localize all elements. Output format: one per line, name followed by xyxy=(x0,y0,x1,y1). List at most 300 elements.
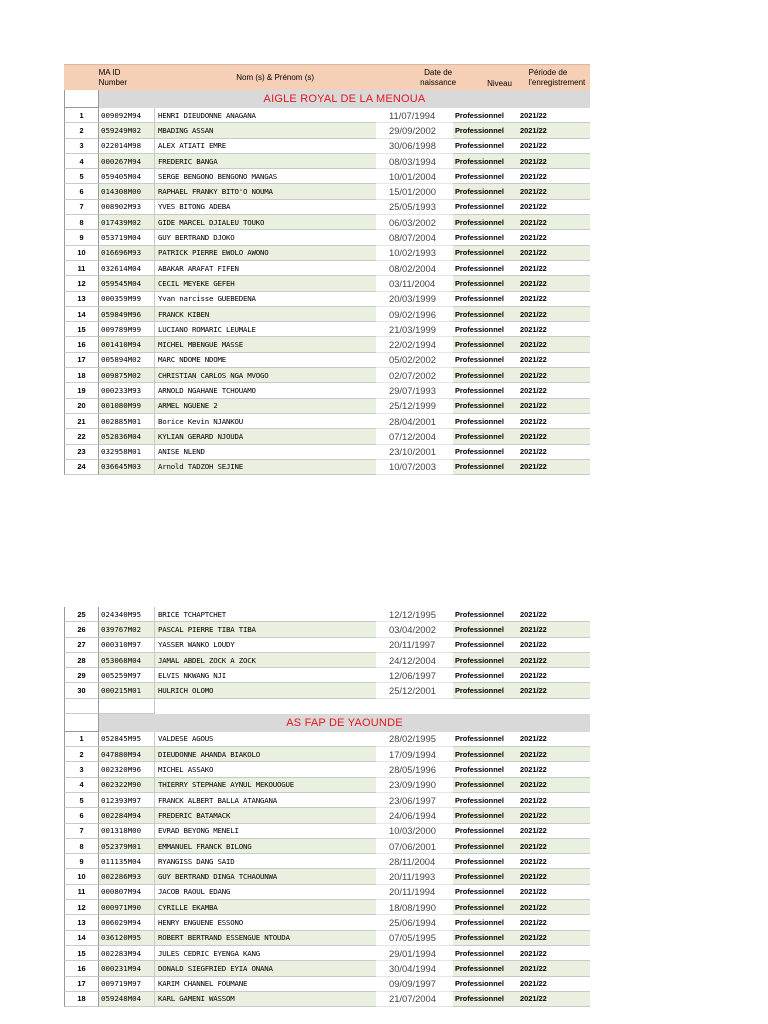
club-title: AS FAP DE YAOUNDE xyxy=(99,714,590,732)
row-number: 11 xyxy=(64,261,99,276)
ma-id-cell: 047880M94 xyxy=(99,747,155,762)
table-row xyxy=(64,429,590,444)
birthdate-cell: 07/12/2004 xyxy=(376,429,453,444)
niveau-cell: Professionnel xyxy=(453,607,517,622)
ma-id-cell: 032614M04 xyxy=(99,261,155,276)
player-name-cell: FREDERIC BANGA xyxy=(155,154,376,169)
header-birthdate: Date de naissance xyxy=(420,68,457,87)
birthdate-cell: 17/09/1994 xyxy=(376,747,453,762)
niveau-cell: Professionnel xyxy=(453,992,517,1007)
periode-cell: 2021/22 xyxy=(517,946,590,961)
row-number: 10 xyxy=(64,246,99,261)
periode-cell: 2021/22 xyxy=(517,322,590,337)
ma-id-cell: 052845M95 xyxy=(99,732,155,747)
row-number: 19 xyxy=(64,383,99,398)
table-row xyxy=(64,322,590,337)
table-row xyxy=(64,869,590,884)
periode-cell: 2021/22 xyxy=(517,215,590,230)
table-row xyxy=(64,622,590,637)
periode-cell: 2021/22 xyxy=(517,778,590,793)
ma-id-cell: 002322M90 xyxy=(99,778,155,793)
niveau-cell: Professionnel xyxy=(453,732,517,747)
periode-cell: 2021/22 xyxy=(517,607,590,622)
table-row xyxy=(64,123,590,138)
player-name-cell: YVES BITONG ADEBA xyxy=(155,200,376,215)
periode-cell: 2021/22 xyxy=(517,246,590,261)
player-name-cell: HENRI DIEUDONNE ANAGANA xyxy=(155,108,376,123)
birthdate-cell: 10/07/2003 xyxy=(376,460,453,475)
player-name-cell: SERGE BENGONO BENGONO MANGAS xyxy=(155,169,376,184)
row-number: 12 xyxy=(64,900,99,915)
row-number: 9 xyxy=(64,230,99,245)
row-number: 25 xyxy=(64,607,99,622)
club-row xyxy=(64,90,590,108)
ma-id-cell: 000807M94 xyxy=(99,885,155,900)
periode-cell: 2021/22 xyxy=(517,169,590,184)
row-number: 18 xyxy=(64,992,99,1007)
niveau-cell: Professionnel xyxy=(453,638,517,653)
table-row xyxy=(64,261,590,276)
niveau-cell: Professionnel xyxy=(453,961,517,976)
row-number: 10 xyxy=(64,869,99,884)
birthdate-cell: 28/11/2004 xyxy=(376,854,453,869)
row-number: 15 xyxy=(64,946,99,961)
player-name-cell: LUCIANO ROMARIC LEUMALE xyxy=(155,322,376,337)
table-row xyxy=(64,885,590,900)
periode-cell: 2021/22 xyxy=(517,762,590,777)
table-row xyxy=(64,607,590,622)
periode-cell: 2021/22 xyxy=(517,653,590,668)
table-row xyxy=(64,184,590,199)
ma-id-cell: 052836M04 xyxy=(99,429,155,444)
niveau-cell: Professionnel xyxy=(453,261,517,276)
periode-cell: 2021/22 xyxy=(517,732,590,747)
ma-id-cell: 006029M94 xyxy=(99,915,155,930)
periode-cell: 2021/22 xyxy=(517,445,590,460)
player-list xyxy=(64,607,590,699)
niveau-cell: Professionnel xyxy=(453,368,517,383)
birthdate-cell: 11/07/1994 xyxy=(376,108,453,123)
row-number: 1 xyxy=(64,732,99,747)
row-number: 26 xyxy=(64,622,99,637)
periode-cell: 2021/22 xyxy=(517,808,590,823)
niveau-cell: Professionnel xyxy=(453,230,517,245)
ma-id-cell: 001080M99 xyxy=(99,399,155,414)
niveau-cell: Professionnel xyxy=(453,429,517,444)
table-row xyxy=(64,230,590,245)
birthdate-cell: 09/09/1997 xyxy=(376,977,453,992)
player-name-cell: PASCAL PIERRE TIBA TIBA xyxy=(155,622,376,637)
player-name-cell: ELVIS NKWANG NJI xyxy=(155,668,376,683)
periode-cell: 2021/22 xyxy=(517,747,590,762)
ma-id-cell: 012393M97 xyxy=(99,793,155,808)
player-name-cell: HENRY ENGUENE ESSONO xyxy=(155,915,376,930)
birthdate-cell: 25/05/1993 xyxy=(376,200,453,215)
periode-cell: 2021/22 xyxy=(517,230,590,245)
table-header xyxy=(64,64,590,90)
periode-cell: 2021/22 xyxy=(517,261,590,276)
ma-id-cell: 002286M93 xyxy=(99,869,155,884)
birthdate-cell: 05/02/2002 xyxy=(376,353,453,368)
niveau-cell: Professionnel xyxy=(453,276,517,291)
table-row xyxy=(64,946,590,961)
row-number: 11 xyxy=(64,885,99,900)
table-row xyxy=(64,762,590,777)
player-name-cell: MBADING ASSAN xyxy=(155,123,376,138)
row-number: 24 xyxy=(64,460,99,475)
birthdate-cell: 20/11/1994 xyxy=(376,885,453,900)
birthdate-cell: 06/03/2002 xyxy=(376,215,453,230)
ma-id-cell: 017439M02 xyxy=(99,215,155,230)
periode-cell: 2021/22 xyxy=(517,123,590,138)
player-name-cell: VALDESE AGOUS xyxy=(155,732,376,747)
table-row xyxy=(64,961,590,976)
row-number: 21 xyxy=(64,414,99,429)
row-number: 13 xyxy=(64,292,99,307)
row-number: 5 xyxy=(64,169,99,184)
niveau-cell: Professionnel xyxy=(453,184,517,199)
periode-cell: 2021/22 xyxy=(517,839,590,854)
row-number: 12 xyxy=(64,276,99,291)
table-row xyxy=(64,854,590,869)
player-name-cell: RYANGISS DANG SAID xyxy=(155,854,376,869)
niveau-cell: Professionnel xyxy=(453,399,517,414)
niveau-cell: Professionnel xyxy=(453,337,517,352)
ma-id-cell: 011135M04 xyxy=(99,854,155,869)
birthdate-cell: 25/12/2001 xyxy=(376,683,453,698)
birthdate-cell: 21/03/1999 xyxy=(376,322,453,337)
birthdate-cell: 21/07/2004 xyxy=(376,992,453,1007)
row-number: 6 xyxy=(64,184,99,199)
birthdate-cell: 28/04/2001 xyxy=(376,414,453,429)
player-name-cell: GUY BERTRAND DINGA TCHAOUNWA xyxy=(155,869,376,884)
periode-cell: 2021/22 xyxy=(517,824,590,839)
niveau-cell: Professionnel xyxy=(453,747,517,762)
header-periode: Période de l'enregistrement xyxy=(528,68,586,87)
periode-cell: 2021/22 xyxy=(517,622,590,637)
niveau-cell: Professionnel xyxy=(453,778,517,793)
birthdate-cell: 23/09/1990 xyxy=(376,778,453,793)
periode-cell: 2021/22 xyxy=(517,869,590,884)
table-row xyxy=(64,992,590,1007)
row-number: 30 xyxy=(64,683,99,698)
birthdate-cell: 08/03/1994 xyxy=(376,154,453,169)
player-name-cell: ROBERT BERTRAND ESSENGUE NTOUDA xyxy=(155,931,376,946)
ma-id-cell: 059849M96 xyxy=(99,307,155,322)
periode-cell: 2021/22 xyxy=(517,460,590,475)
niveau-cell: Professionnel xyxy=(453,793,517,808)
table-row xyxy=(64,353,590,368)
periode-cell: 2021/22 xyxy=(517,108,590,123)
row-number: 5 xyxy=(64,793,99,808)
niveau-cell: Professionnel xyxy=(453,108,517,123)
ma-id-cell: 059405M04 xyxy=(99,169,155,184)
ma-id-cell: 002284M94 xyxy=(99,808,155,823)
row-number: 17 xyxy=(64,353,99,368)
periode-cell: 2021/22 xyxy=(517,992,590,1007)
player-list xyxy=(64,108,590,475)
player-name-cell: ALEX ATIATI EMRE xyxy=(155,139,376,154)
niveau-cell: Professionnel xyxy=(453,839,517,854)
niveau-cell: Professionnel xyxy=(453,200,517,215)
ma-id-cell: 000267M94 xyxy=(99,154,155,169)
periode-cell: 2021/22 xyxy=(517,961,590,976)
birthdate-cell: 29/07/1993 xyxy=(376,383,453,398)
table-row xyxy=(64,793,590,808)
ma-id-cell: 009875M02 xyxy=(99,368,155,383)
birthdate-cell: 30/04/1994 xyxy=(376,961,453,976)
niveau-cell: Professionnel xyxy=(453,668,517,683)
row-number: 2 xyxy=(64,123,99,138)
row-number: 14 xyxy=(64,931,99,946)
periode-cell: 2021/22 xyxy=(517,683,590,698)
periode-cell: 2021/22 xyxy=(517,854,590,869)
periode-cell: 2021/22 xyxy=(517,184,590,199)
table-row xyxy=(64,747,590,762)
row-number: 28 xyxy=(64,653,99,668)
periode-cell: 2021/22 xyxy=(517,154,590,169)
row-number: 3 xyxy=(64,139,99,154)
player-name-cell: KYLIAN GERARD NJOUDA xyxy=(155,429,376,444)
row-number: 2 xyxy=(64,747,99,762)
niveau-cell: Professionnel xyxy=(453,931,517,946)
row-number: 15 xyxy=(64,322,99,337)
birthdate-cell: 23/06/1997 xyxy=(376,793,453,808)
player-name-cell: GUY BERTRAND DJOKO xyxy=(155,230,376,245)
ma-id-cell: 053719M04 xyxy=(99,230,155,245)
player-name-cell: MICHEL MBENGUE MASSE xyxy=(155,337,376,352)
niveau-cell: Professionnel xyxy=(453,154,517,169)
player-name-cell: EVRAD BEYONG MENELI xyxy=(155,824,376,839)
row-number: 18 xyxy=(64,368,99,383)
player-name-cell: KARL GAMENI WASSOM xyxy=(155,992,376,1007)
niveau-cell: Professionnel xyxy=(453,653,517,668)
ma-id-cell: 000359M99 xyxy=(99,292,155,307)
player-name-cell: KARIM CHANNEL FOUMANE xyxy=(155,977,376,992)
table-row xyxy=(64,839,590,854)
table-row xyxy=(64,169,590,184)
birthdate-cell: 25/06/1994 xyxy=(376,915,453,930)
birthdate-cell: 24/06/1994 xyxy=(376,808,453,823)
birthdate-cell: 03/04/2002 xyxy=(376,622,453,637)
niveau-cell: Professionnel xyxy=(453,460,517,475)
table-row xyxy=(64,931,590,946)
row-number: 8 xyxy=(64,215,99,230)
periode-cell: 2021/22 xyxy=(517,307,590,322)
birthdate-cell: 20/03/1999 xyxy=(376,292,453,307)
row-number: 7 xyxy=(64,200,99,215)
club-row xyxy=(64,714,590,732)
niveau-cell: Professionnel xyxy=(453,246,517,261)
birthdate-cell: 02/07/2002 xyxy=(376,368,453,383)
birthdate-cell: 22/02/1994 xyxy=(376,337,453,352)
player-name-cell: MICHEL ASSAKO xyxy=(155,762,376,777)
periode-cell: 2021/22 xyxy=(517,292,590,307)
row-number: 9 xyxy=(64,854,99,869)
ma-id-cell: 000310M97 xyxy=(99,638,155,653)
table-row xyxy=(64,200,590,215)
ma-id-cell: 002885M01 xyxy=(99,414,155,429)
row-number: 17 xyxy=(64,977,99,992)
niveau-cell: Professionnel xyxy=(453,915,517,930)
niveau-cell: Professionnel xyxy=(453,854,517,869)
periode-cell: 2021/22 xyxy=(517,793,590,808)
blank-row xyxy=(64,699,590,714)
ma-id-cell: 052379M01 xyxy=(99,839,155,854)
periode-cell: 2021/22 xyxy=(517,429,590,444)
table-row xyxy=(64,414,590,429)
birthdate-cell: 10/02/1993 xyxy=(376,246,453,261)
birthdate-cell: 29/01/1994 xyxy=(376,946,453,961)
player-name-cell: YASSER WANKO LOUDY xyxy=(155,638,376,653)
table-row xyxy=(64,445,590,460)
birthdate-cell: 12/06/1997 xyxy=(376,668,453,683)
ma-id-cell: 008902M93 xyxy=(99,200,155,215)
niveau-cell: Professionnel xyxy=(453,445,517,460)
row-number: 13 xyxy=(64,915,99,930)
row-number: 16 xyxy=(64,961,99,976)
row-number: 14 xyxy=(64,307,99,322)
ma-id-cell: 059545M04 xyxy=(99,276,155,291)
periode-cell: 2021/22 xyxy=(517,276,590,291)
ma-id-cell: 059249M02 xyxy=(99,123,155,138)
periode-cell: 2021/22 xyxy=(517,638,590,653)
birthdate-cell: 24/12/2004 xyxy=(376,653,453,668)
player-name-cell: FRANCK ALBERT BALLA ATANGANA xyxy=(155,793,376,808)
table-row xyxy=(64,246,590,261)
player-name-cell: ARNOLD NGAHANE TCHOUAMO xyxy=(155,383,376,398)
player-name-cell: CYRILLE EKAMBA xyxy=(155,900,376,915)
niveau-cell: Professionnel xyxy=(453,869,517,884)
niveau-cell: Professionnel xyxy=(453,683,517,698)
ma-id-cell: 005894M02 xyxy=(99,353,155,368)
table-row xyxy=(64,383,590,398)
table-row xyxy=(64,900,590,915)
periode-cell: 2021/22 xyxy=(517,885,590,900)
row-number: 29 xyxy=(64,668,99,683)
birthdate-cell: 28/05/1996 xyxy=(376,762,453,777)
table-row xyxy=(64,977,590,992)
ma-id-cell: 036645M03 xyxy=(99,460,155,475)
table-row xyxy=(64,808,590,823)
row-number: 27 xyxy=(64,638,99,653)
birthdate-cell: 07/05/1995 xyxy=(376,931,453,946)
birthdate-cell: 28/02/1995 xyxy=(376,732,453,747)
periode-cell: 2021/22 xyxy=(517,200,590,215)
player-name-cell: Borice Kevin NJANKOU xyxy=(155,414,376,429)
ma-id-cell: 009092M94 xyxy=(99,108,155,123)
table-row xyxy=(64,154,590,169)
player-name-cell: BRICE TCHAPTCHET xyxy=(155,607,376,622)
niveau-cell: Professionnel xyxy=(453,885,517,900)
birthdate-cell: 23/10/2001 xyxy=(376,445,453,460)
header-name: Nom (s) & Prénom (s) xyxy=(236,72,315,82)
player-name-cell: MARC NDOME NDOME xyxy=(155,353,376,368)
player-name-cell: FRANCK KIBEN xyxy=(155,307,376,322)
row-number: 7 xyxy=(64,824,99,839)
table-row xyxy=(64,399,590,414)
player-name-cell: EMMANUEL FRANCK BILONG xyxy=(155,839,376,854)
player-name-cell: JACOB RAOUL EDANG xyxy=(155,885,376,900)
niveau-cell: Professionnel xyxy=(453,123,517,138)
ma-id-cell: 000215M01 xyxy=(99,683,155,698)
ma-id-cell: 014308M00 xyxy=(99,184,155,199)
birthdate-cell: 18/08/1990 xyxy=(376,900,453,915)
niveau-cell: Professionnel xyxy=(453,383,517,398)
player-name-cell: RAPHAEL FRANKY BITO'O NOUMA xyxy=(155,184,376,199)
birthdate-cell: 10/03/2000 xyxy=(376,824,453,839)
player-name-cell: FREDERIC BATAMACK xyxy=(155,808,376,823)
ma-id-cell: 024340M95 xyxy=(99,607,155,622)
ma-id-cell: 036120M95 xyxy=(99,931,155,946)
table-row xyxy=(64,276,590,291)
player-name-cell: JULES CEDRIC EYENGA KANG xyxy=(155,946,376,961)
birthdate-cell: 29/09/2002 xyxy=(376,123,453,138)
ma-id-cell: 009789M99 xyxy=(99,322,155,337)
niveau-cell: Professionnel xyxy=(453,808,517,823)
table-row xyxy=(64,638,590,653)
table-row xyxy=(64,778,590,793)
periode-cell: 2021/22 xyxy=(517,383,590,398)
periode-cell: 2021/22 xyxy=(517,668,590,683)
player-name-cell: THIERRY STEPHANE AYNUL MEKOUOGUE xyxy=(155,778,376,793)
row-number: 6 xyxy=(64,808,99,823)
niveau-cell: Professionnel xyxy=(453,322,517,337)
player-name-cell: ABAKAR ARAFAT FIFEN xyxy=(155,261,376,276)
table-row xyxy=(64,460,590,475)
birthdate-cell: 09/02/1996 xyxy=(376,307,453,322)
table-row xyxy=(64,292,590,307)
table-row xyxy=(64,368,590,383)
ma-id-cell: 005259M97 xyxy=(99,668,155,683)
birthdate-cell: 25/12/1999 xyxy=(376,399,453,414)
birthdate-cell: 07/06/2001 xyxy=(376,839,453,854)
table-row xyxy=(64,915,590,930)
sheet-page-2 xyxy=(64,607,590,1007)
table-row xyxy=(64,139,590,154)
periode-cell: 2021/22 xyxy=(517,353,590,368)
row-number: 1 xyxy=(64,108,99,123)
birthdate-cell: 20/11/1993 xyxy=(376,869,453,884)
row-number: 4 xyxy=(64,778,99,793)
table-row xyxy=(64,653,590,668)
player-name-cell: HULRICH OLOMO xyxy=(155,683,376,698)
table-row xyxy=(64,683,590,698)
niveau-cell: Professionnel xyxy=(453,169,517,184)
header-niveau: Niveau xyxy=(487,78,512,88)
niveau-cell: Professionnel xyxy=(453,762,517,777)
player-name-cell: PATRICK PIERRE EWOLO AWONO xyxy=(155,246,376,261)
table-row xyxy=(64,732,590,747)
player-name-cell: JAMAL ABDEL ZOCK A ZOCK xyxy=(155,653,376,668)
periode-cell: 2021/22 xyxy=(517,900,590,915)
player-name-cell: ARMEL NGUENE 2 xyxy=(155,399,376,414)
table-row xyxy=(64,307,590,322)
player-name-cell: DONALD SIEGFRIED EYIA ONANA xyxy=(155,961,376,976)
periode-cell: 2021/22 xyxy=(517,931,590,946)
club-title: AIGLE ROYAL DE LA MENOUA xyxy=(99,90,590,108)
niveau-cell: Professionnel xyxy=(453,414,517,429)
row-number: 22 xyxy=(64,429,99,444)
row-number: 4 xyxy=(64,154,99,169)
ma-id-cell: 032958M01 xyxy=(99,445,155,460)
niveau-cell: Professionnel xyxy=(453,977,517,992)
niveau-cell: Professionnel xyxy=(453,824,517,839)
niveau-cell: Professionnel xyxy=(453,215,517,230)
row-number: 8 xyxy=(64,839,99,854)
ma-id-cell: 039767M02 xyxy=(99,622,155,637)
ma-id-cell: 009719M97 xyxy=(99,977,155,992)
